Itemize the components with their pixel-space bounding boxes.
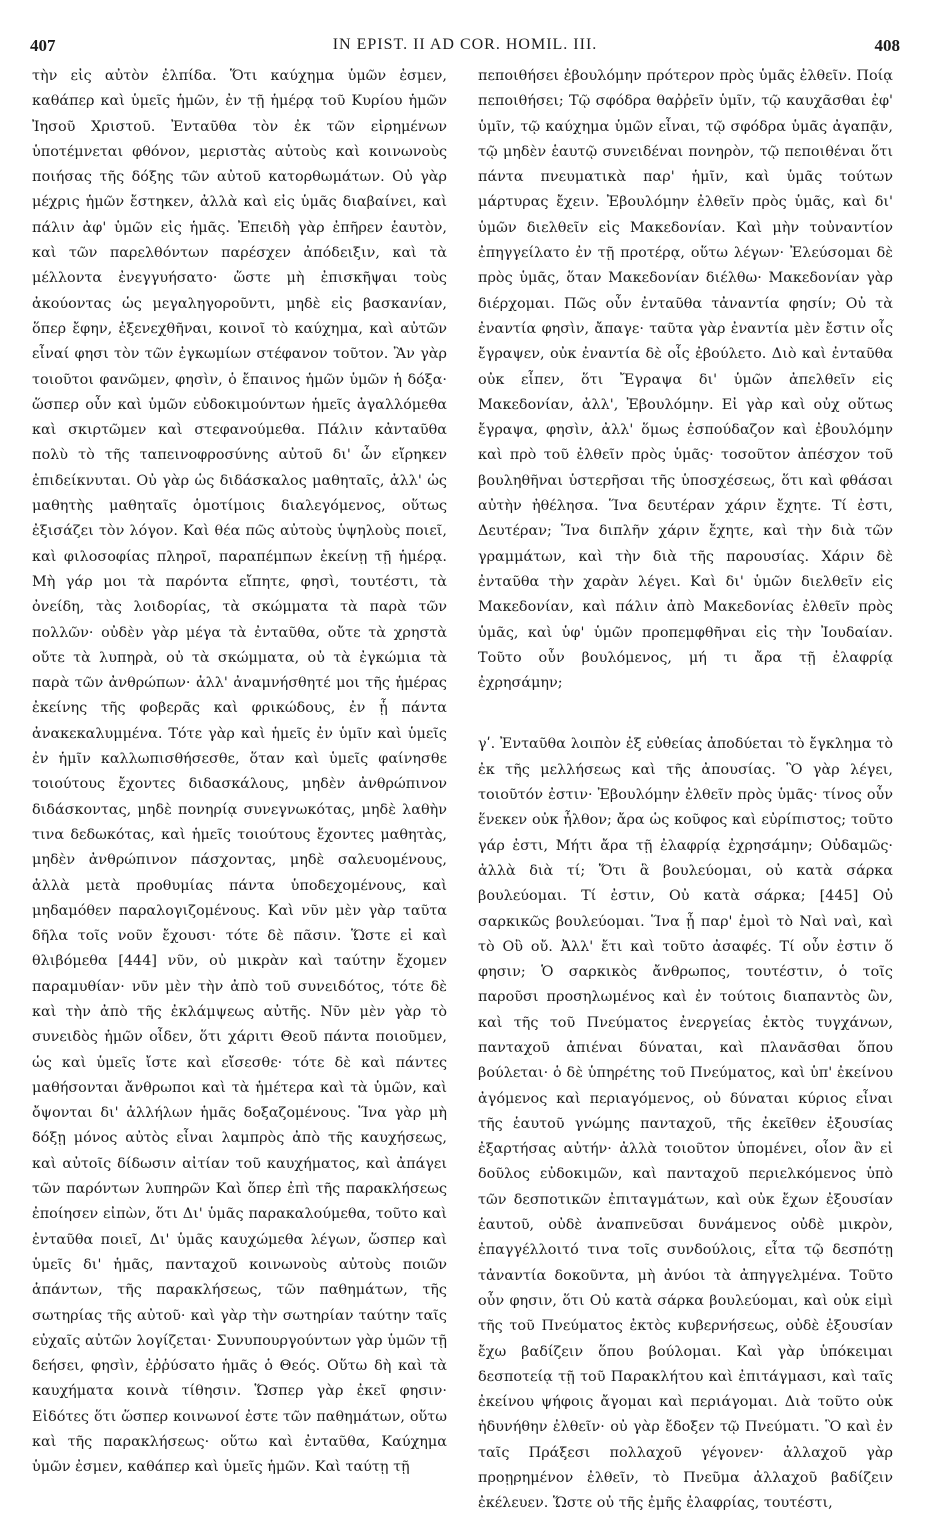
running-title: IN EPIST. II AD COR. HOMIL. III. xyxy=(332,36,598,53)
left-page-number: 407 xyxy=(30,36,56,55)
right-column-paragraph-2: γʹ. Ἐνταῦθα λοιπὸν ἐξ εὐθείας ἀποδύεται τὸ ἔγκλημα τὸ ἐκ τῆς μελλήσεως καὶ τῆς ἀπουσίας. Ὃ γὰρ λέγει, τοιοῦτόν ἐστιν· Ἐβουλόμην ἐλθεῖν πρὸς ὑμᾶς· τίνος οὖν ἕνεκεν οὐκ ἦλθον; ἄρα ὡς κοῦφος καὶ εὐρίπιστος; τοῦτο γάρ ἐστι, Μήτι ἄρα τῇ ἐλαφρίᾳ ἐχρησάμην; Οὐδαμῶς· ἀλλὰ διὰ τί; Ὅτι ἃ βουλεύομαι, οὐ κατὰ σάρκα βουλεύομαι. Τί ἐστιν, Οὐ κατὰ σάρκα; [445] Οὐ σαρκικῶς βουλεύομαι. Ἵνα ᾖ παρ' ἐμοὶ τὸ Ναὶ ναὶ, καὶ τὸ Οὒ οὔ. Ἀλλ' ἔτι καὶ τοῦτο ἀσαφές. Τί οὖν ἐστιν ὅ φησιν; Ὁ σαρκικὸς ἄνθρωπος, τουτέστιν, ὁ τοῖς παροῦσι προσηλωμένος καὶ ἐν τούτοις διαπαντὸς ὢν, καὶ τῆς τοῦ Πνεύματος ἐνεργείας ἐκτὸς τυγχάνων, πανταχοῦ ἀπιέναι δύναται, καὶ πλανᾶσθαι ὅπου βούλεται· ὁ δὲ ὑπηρέτης τοῦ Πνεύματος, καὶ ὑπ' ἐκείνου ἀγόμενος καὶ περιαγόμενος, οὐ δύναται κύριος εἶναι τῆς ἑαυτοῦ γνώμης πανταχοῦ, τῆς ἐκεῖθεν ἐξουσίας ἐξαρτήσας αὐτήν· ἀλλὰ τοιοῦτον ὑπομένει, οἷον ἂν εἰ δοῦλος εὐδοκιμῶν, καὶ πανταχοῦ περιελκόμενος ὑπὸ τῶν δεσποτικῶν ἐπιταγμάτων, καὶ οὐκ ἔχων ἐξουσίαν ἑαυτοῦ, οὐδὲ ἀναπνεῦσαι δυνάμενος οὐδὲ μικρὸν, ἐπαγγέλλοιτό τινα τοῖς συνδούλοις, εἶτα τῷ δεσπότῃ τἀναντία δοκοῦντα, μὴ ἀνύοι τὰ ἀπηγγελμένα. Τοῦτο οὖν φησιν, ὅτι Οὐ κατὰ σάρκα βουλεύομαι, καὶ οὐκ εἰμὶ τῆς τοῦ Πνεύματος ἐκτὸς κυβερνήσεως, οὐδὲ ἐξουσίαν ἔχω βαδίζειν ὅπου βούλομαι. Καὶ γὰρ ὑπόκειμαι δεσποτείᾳ τῇ τοῦ Παρακλήτου καὶ ἐπιτάγμασι, καὶ ταῖς ἐκείνου ψήφοις ἄγομαι καὶ περιάγομαι. Διὰ τοῦτο οὐκ ἠδυνήθην ἐλθεῖν· οὐ γὰρ ἔδοξεν τῷ Πνεύματι. Ὃ καὶ ἐν ταῖς Πράξεσι πολλαχοῦ γέγονεν· ἀλλαχοῦ γὰρ προῃρημένον ἐλθεῖν, τὸ Πνεῦμα ἀλλαχοῦ βαδίζειν ἐκέλευεν. Ὥστε οὐ τῆς ἐμῆς ἐλαφρίας, τουτέστι, xyxy=(478,736,893,1512)
running-head xyxy=(30,36,900,58)
left-column xyxy=(32,64,447,1481)
right-page-number: 408 xyxy=(874,36,900,55)
left-column-text: τὴν εἰς αὐτὸν ἐλπίδα. Ὅτι καύχημα ὑμῶν ἐσμεν, καθάπερ καὶ ὑμεῖς ἡμῶν, ἐν τῇ ἡμέρᾳ τοῦ Κυρίου ἡμῶν Ἰησοῦ Χριστοῦ. Ἐνταῦθα τὸν ἐκ τῶν εἰρημένων ὑποτέμνεται φθόνον, μεριστὰς αὐτοὺς καὶ κοινωνοὺς ποιήσας τῆς δόξης τῶν αὐτοῦ κατορθωμάτων. Οὐ γὰρ μέχρις ἡμῶν ἔστηκεν, ἀλλὰ καὶ εἰς ὑμᾶς διαβαίνει, καὶ πάλιν ἀφ' ὑμῶν εἰς ἡμᾶς. Ἐπειδὴ γὰρ ἐπῆρεν ἑαυτὸν, καὶ τῶν παρελθόντων παρέσχεν ἀπόδειξιν, καὶ τὰ μέλλοντα ἐνεγγυήσατο· ὥστε μὴ ἐπισκῆψαι τοὺς ἀκούοντας ὡς μεγαληγοροῦντι, μηδὲ εἰς βασκανίαν, ὅπερ ἔφην, ἐξενεχθῆναι, κοινοῖ τὸ καύχημα, καὶ αὐτῶν εἶναί φησι τὸν τῶν ἐγκωμίων στέφανον τοῦτον. Ἂν γὰρ τοιοῦτοι φανῶμεν, φησὶν, ὁ ἔπαινος ἡμῶν ὑμῶν ἡ δόξα· ὥσπερ οὖν καὶ ὑμῶν εὐδοκιμούντων ἡμεῖς ἀγαλλόμεθα καὶ σκιρτῶμεν καὶ στεφανούμεθα. Πάλιν κἀνταῦθα πολὺ τὸ τῆς ταπεινοφροσύνης αὐτοῦ δι' ὧν εἴρηκεν ἐπιδείκνυται. Οὐ γὰρ ὡς διδάσκαλος μαθηταῖς, ἀλλ' ὡς μαθητὴς μαθηταῖς ὁμοτίμοις διαλεγόμενος, οὕτως ἐξισάζει τὸν λόγον. Καὶ θέα πῶς αὐτοὺς ὑψηλοὺς ποιεῖ, καὶ φιλοσοφίας πληροῖ, παραπέμπων ἐκείνῃ τῇ ἡμέρᾳ. Μὴ γάρ μοι τὰ παρόντα εἴπητε, φησὶ, τουτέστι, τὰ ὀνείδη, τὰς λοιδορίας, τὰ σκώμματα τὰ παρὰ τῶν πολλῶν· οὐδὲν γὰρ μέγα τὰ ἐνταῦθα, οὔτε τὰ χρηστὰ οὔτε τὰ λυπηρὰ, οὐ τὰ σκώμματα, οὐ τὰ ἐγκώμια τὰ παρὰ τῶν ἀνθρώπων· ἀλλ' ἀναμνήσθητέ μοι τῆς ἡμέρας ἐκείνης τῆς φοβερᾶς καὶ φρικώδους, ἐν ᾗ πάντα ἀνακεκαλυμμένα. Τότε γὰρ καὶ ἡμεῖς ἐν ὑμῖν καὶ ὑμεῖς ἐν ἡμῖν καλλωπισθήσεσθε, ὅταν καὶ ὑμεῖς φαίνησθε τοιούτους ἔχοντες διδασκάλους, μηδὲν ἀνθρώπινον διδάσκοντας, μηδὲ πονηρίᾳ συνεγνωκότας, μηδὲ λαθὴν τινα δεδωκότας, καὶ ἡμεῖς τοιούτους ἔχοντες μαθητὰς, μηδὲν ἀνθρώπινον πάσχοντας, μηδὲ σαλευομένους, ἀλλὰ μετὰ προθυμίας πάντα ὑποδεχομένους, καὶ μηδαμόθεν παραλογιζομένους. Καὶ νῦν μὲν γὰρ ταῦτα δῆλα τοῖς νοῦν ἔχουσι· τότε δὲ πᾶσιν. Ὥστε εἰ καὶ θλιβόμεθα [444] νῦν, οὐ μικρὰν καὶ ταύτην ἔχομεν παραμυθίαν· νῦν μὲν τὴν ἀπὸ τοῦ συνειδότος, τότε δὲ καὶ τὴν ἀπὸ τῆς ἐκλάμψεως αὐτῆς. Νῦν μὲν γὰρ τὸ συνειδὸς ἡμῶν οἶδεν, ὅτι χάριτι Θεοῦ πάντα ποιοῦμεν, ὡς καὶ ὑμεῖς ἴστε καὶ εἴσεσθε· τότε δὲ καὶ πάντες μαθήσονται ἄνθρωποι καὶ τὰ ἡμέτερα καὶ τὰ ὑμῶν, καὶ ὄψονται δι' ἀλλήλων ἡμᾶς δοξαζομένους. Ἵνα γὰρ μὴ δόξῃ μόνος αὐτὸς εἶναι λαμπρὸς ἀπὸ τῆς καυχήσεως, καὶ αὐτοῖς δίδωσιν αἰτίαν τοῦ καυχήματος, καὶ ἀπάγει τῶν παρόντων λυπηρῶν Καὶ ὅπερ ἐπὶ τῆς παρακλήσεως ἐποίησεν εἰπὼν, ὅτι Δι' ὑμᾶς παρακαλούμεθα, τοῦτο καὶ ἐνταῦθα ποιεῖ, Δι' ὑμᾶς καυχώμεθα λέγων, ὥσπερ καὶ ὑμεῖς δι' ἡμᾶς, πανταχοῦ κοινωνοὺς αὐτοὺς ποιῶν ἁπάντων, τῆς παρακλήσεως, τῶν παθημάτων, τῆς σωτηρίας τῆς αὐτοῦ· καὶ γὰρ τὴν σωτηρίαν ταύτην ταῖς εὐχαῖς αὐτῶν λογίζεται· Συνυπουργούντων γὰρ ὑμῶν τῇ δεήσει, φησὶν, ἐῤῥύσατο ἡμᾶς ὁ Θεός. Οὕτω δὴ καὶ τὰ καυχήματα κοινὰ τίθησιν. Ὥσπερ γὰρ ἐκεῖ φησιν· Εἰδότες ὅτι ὥσπερ κοινωνοί ἐστε τῶν παθημάτων, οὕτω καὶ τῆς παρακλήσεως· οὕτω καὶ ἐνταῦθα, Καύχημα ὑμῶν ἐσμεν, καθάπερ καὶ ὑμεῖς ἡμῶν. Καὶ ταύτῃ τῇ xyxy=(32,68,447,1476)
right-column xyxy=(478,64,893,1517)
right-column-paragraph-1: πεποιθήσει ἐβουλόμην πρότερον πρὸς ὑμᾶς ἐλθεῖν. Ποίᾳ πεποιθήσει; Τῷ σφόδρα θαῤῥεῖν ὑμῖν, τῷ καυχᾶσθαι ἐφ' ὑμῖν, τῷ καύχημα ὑμῶν εἶναι, τῷ σφόδρα ὑμᾶς ἀγαπᾷν, τῷ μηδὲν ἑαυτῷ συνειδέναι πονηρὸν, τῷ πεποιθέναι ὅτι πάντα πνευματικὰ παρ' ἡμῖν, καὶ ὑμᾶς τούτων μάρτυρας ἔχειν. Ἐβουλόμην ἐλθεῖν πρὸς ὑμᾶς, καὶ δι' ὑμῶν διελθεῖν εἰς Μακεδονίαν. Καὶ μὴν τοὐναντίον ἐπηγγείλατο ἐν τῇ προτέρᾳ, οὕτω λέγων· Ἐλεύσομαι δὲ πρὸς ὑμᾶς, ὅταν Μακεδονίαν διέλθω· Μακεδονίαν γὰρ διέρχομαι. Πῶς οὖν ἐνταῦθα τἀναντία φησίν; Οὐ τὰ ἐναντία φησὶν, ἄπαγε· ταῦτα γὰρ ἐναντία μὲν ἔστιν οἷς ἔγραψεν, οὐκ ἐναντία δὲ οἷς ἐβούλετο. Διὸ καὶ ἐνταῦθα οὐκ εἶπεν, ὅτι Ἔγραψα δι' ὑμῶν ἀπελθεῖν εἰς Μακεδονίαν, ἀλλ', Ἐβουλόμην. Εἰ γὰρ καὶ οὐχ οὕτως ἔγραψα, φησὶν, ἀλλ' ὅμως ἐσπούδαζον καὶ ἐβουλόμην καὶ πρὸ τοῦ ἐλθεῖν πρὸς ὑμᾶς· τοσοῦτον ἀπέσχον τοῦ βουληθῆναι ὑστερῆσαι τῆς ὑποσχέσεως, ὅτι καὶ φθάσαι αὐτὴν ἠθέλησα. Ἵνα δευτέραν χάριν ἔχητε. Τί ἐστι, Δευτέραν; Ἵνα διπλῆν χάριν ἔχητε, καὶ τὴν διὰ τῶν γραμμάτων, καὶ τὴν διὰ τῆς παρουσίας. Χάριν δὲ ἐνταῦθα τὴν χαρὰν λέγει. Καὶ δι' ὑμῶν διελθεῖν εἰς Μακεδονίαν, καὶ πάλιν ἀπὸ Μακεδονίας ἐλθεῖν πρὸς ὑμᾶς, καὶ ὑφ' ὑμῶν προπεμφθῆναι εἰς τὴν Ἰουδαίαν. Τοῦτο οὖν βουλόμενος, μή τι ἄρα τῇ ἐλαφρίᾳ ἐχρησάμην; xyxy=(478,68,893,692)
